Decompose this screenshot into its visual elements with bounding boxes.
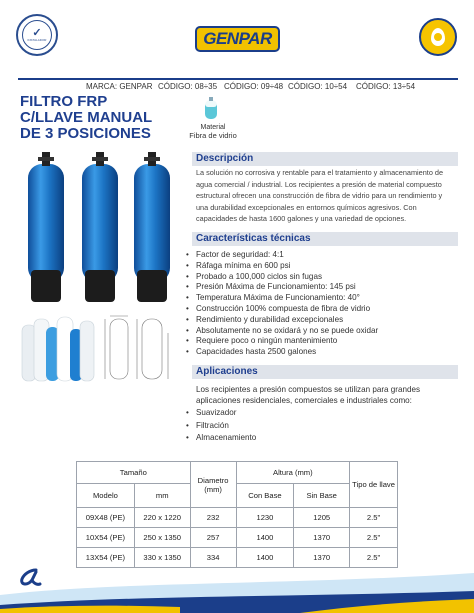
description-line: La solución no corrosiva y rentable para el tratamiento y almacenamiento de — [196, 168, 444, 177]
feature-item: • Probado a 100,000 ciclos sin fugas — [186, 271, 322, 281]
description-text — [196, 167, 460, 225]
feature-item: • Rendimiento y durabilidad excepcionales — [186, 314, 344, 324]
tank-2 — [82, 152, 118, 302]
feature-item: • Temperatura Máxima de Funcionamiento: 40° — [186, 293, 360, 303]
header-divider — [18, 78, 458, 80]
product-code-1: CÓDIGO: 08÷35 — [158, 82, 218, 91]
certification-badge-label: INSTALADOR — [27, 38, 47, 42]
feature-item: • Factor de seguridad: 4:1 — [186, 250, 284, 259]
header-model: Modelo — [77, 484, 135, 508]
material-caption: Material — [200, 124, 226, 131]
application-item: • Filtración — [186, 420, 229, 430]
feature-item: • Absolutamente no se oxidará y no se puede oxidar — [186, 325, 379, 335]
applications-text-line: aplicaciones residenciales, comerciales e industriales como: — [196, 395, 412, 405]
feature-item: • Construcción 100% compuesta de fibra de vidrio — [186, 304, 371, 313]
feature-item: • Capacidades hasta 2500 galones — [186, 347, 317, 357]
application-item: • Suavizador — [186, 408, 237, 417]
description-line: una durabilidad excepcionales en entornos químicos agresivos. Con — [196, 202, 417, 212]
genpar-logo — [195, 26, 280, 52]
title-line-2: C/LLAVE MANUAL — [20, 109, 153, 126]
tank-models-sketch — [20, 313, 180, 385]
header-valve-type: Tipo de llave — [350, 462, 398, 508]
footer-band — [0, 565, 474, 613]
code-bar — [18, 81, 458, 93]
description-line: estructural ofrecen una construcción de fibra de vidrio para un rendimiento y — [196, 191, 443, 200]
table-row: 13X54 (PE) 330 x 1350 334 1400 1370 2.5" — [77, 548, 398, 568]
product-tanks-image — [26, 152, 176, 307]
description-line: capacidades de hasta 1600 galones y una variedad de opciones. — [196, 214, 407, 223]
header-diameter: Diametro (mm) — [190, 462, 236, 508]
product-code-3: CÓDIGO: 10÷54 — [288, 82, 348, 91]
features-list — [186, 250, 458, 360]
small-tanks-group — [22, 317, 94, 381]
water-drop-icon — [431, 28, 445, 46]
applications-heading: Aplicaciones — [196, 366, 258, 377]
features-heading: Características técnicas — [196, 233, 311, 244]
feature-item: • Requiere poco o ningún mantenimiento — [186, 336, 338, 346]
product-code-2: CÓDIGO: 09÷48 — [224, 82, 284, 91]
header-mm: mm — [134, 484, 190, 508]
header-height: Altura (mm) — [236, 462, 350, 484]
title-line-3: DE 3 POSICIONES — [20, 125, 151, 142]
application-item: • Almacenamiento — [186, 433, 257, 442]
alpha-logo-icon — [14, 566, 42, 588]
logo-text: GENPAR — [203, 29, 272, 48]
material-icon — [202, 97, 220, 121]
product-code-4: CÓDIGO: 13÷54 — [356, 82, 416, 91]
feature-item: • Ráfaga mínima en 600 psi — [186, 260, 291, 270]
description-heading: Descripción — [196, 153, 254, 164]
header-without-base: Sin Base — [294, 484, 350, 508]
brand-code: MARCA: GENPAR — [86, 82, 153, 91]
certification-badge — [16, 14, 58, 56]
header-size: Tamaño — [77, 462, 191, 484]
dimension-drawing — [105, 316, 168, 379]
tank-3 — [134, 152, 170, 302]
table-row: 09X48 (PE) 220 x 1220 232 1230 1205 2.5" — [77, 508, 398, 528]
feature-item: • Presión Máxima de Funcionamiento: 145 psi — [186, 282, 356, 292]
title-line-1: FILTRO FRP — [20, 93, 108, 110]
water-drop-badge — [419, 18, 457, 56]
applications-section — [186, 385, 458, 445]
material-label — [186, 124, 240, 140]
description-line: agua comercial / industrial. Los recipientes a presión de material compuesto — [196, 179, 442, 189]
header-with-base: Con Base — [236, 484, 294, 508]
table-row: 10X54 (PE) 250 x 1350 257 1400 1370 2.5" — [77, 528, 398, 548]
page-title — [20, 94, 152, 142]
spec-table — [76, 461, 398, 568]
tank-1 — [28, 152, 64, 302]
applications-text-line: Los recipientes a presión compuestos se utilizan para grandes — [196, 385, 421, 394]
material-value: Fibra de vidrio — [189, 131, 237, 140]
check-icon: ✓ — [32, 27, 42, 39]
